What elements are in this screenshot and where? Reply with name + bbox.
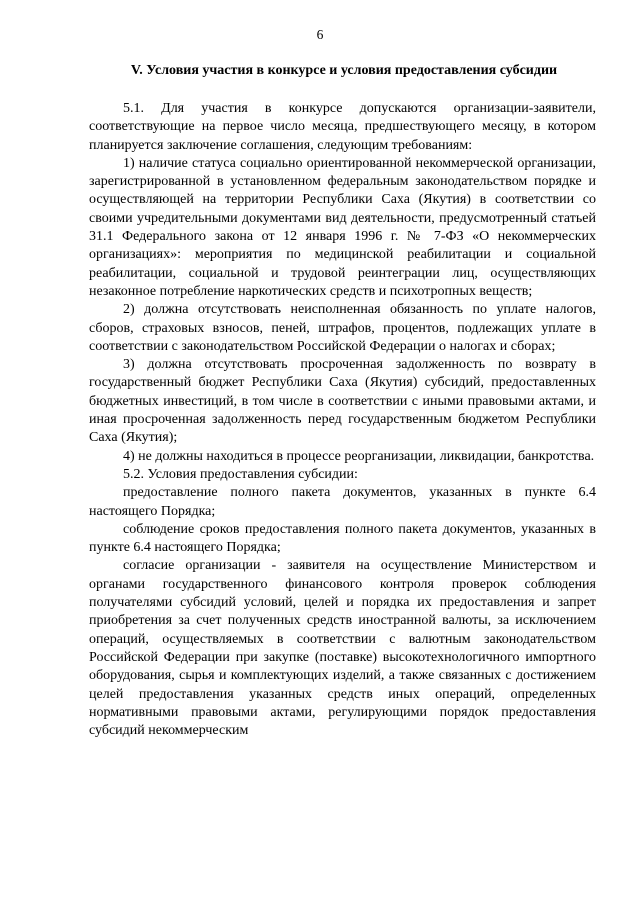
paragraph-requirement-1: 1) наличие статуса социально ориентированной некоммерческой организации, зарегистрированной в установленном федеральным законодательством порядке и осуществляющей на территории Республики Саха (Якутия) в соответствии со своими учредительными документами вид деятельности, предусмотренный статьей 31.1 Федерального закона от 12 января 1996 г. № 7-ФЗ «О некоммерческих организациях»: мероприятия по медицинской реабилитации и социальной реабилитации, социальной и трудовой реинтеграции лиц, осуществляющих незаконное потребление наркотических средств и психотропных веществ; — [89, 155, 596, 299]
paragraph-condition-deadlines: соблюдение сроков предоставления полного пакета документов, указанных в пункте 6.4 настоящего Порядка; — [89, 521, 596, 556]
page-number: 6 — [316, 27, 324, 42]
paragraph-requirement-3: 3) должна отсутствовать просроченная задолженность по возврату в государственный бюджет Республики Саха (Якутия) субсидий, предоставленных бюджетных инвестиций, в том числе в соответствии с иными правовыми актами, и иная просроченная задолженность перед государственным бюджетом Республики Саха (Якутия); — [89, 357, 596, 446]
paragraph-requirement-4: 4) не должны находиться в процессе реорганизации, ликвидации, банкротства. — [123, 448, 595, 464]
document-body — [89, 100, 596, 740]
paragraph-5-2: 5.2. Условия предоставления субсидии: — [123, 466, 358, 482]
paragraph-requirement-2: 2) должна отсутствовать неисполненная обязанность по уплате налогов, сборов, страховых взносов, пеней, штрафов, процентов, подлежащих уплате в соответствии с законодательством Российской Федерации о налогах и сборах; — [89, 302, 596, 354]
paragraph-condition-consent: согласие организации - заявителя на осуществление Министерством и органами государственного финансового контроля проверок соблюдения получателями субсидий условий, целей и порядка их предоставления и запрет приобретения за счет полученных средств иностранной валюты, за исключением операций, осуществляемых в соответствии с валютным законодательством Российской Федерации при закупке (поставке) высокотехнологичного импортного оборудования, сырья и комплектующих изделий, а также связанных с достижением целей предоставления указанных средств иных операций, определенных нормативными правовыми актами, регулирующими порядок предоставления субсидий некоммерческим — [89, 558, 596, 739]
paragraph-condition-documents: предоставление полного пакета документов, указанных в пункте 6.4 настоящего Порядка; — [89, 485, 596, 519]
section-heading: V. Условия участия в конкурсе и условия предоставления субсидии — [130, 63, 558, 78]
paragraph-5-1: 5.1. Для участия в конкурсе допускаются организации-заявители, соответствующие на первое число месяца, предшествующего месяцу, в котором планируется заключение соглашения, следующим требованиям: — [89, 101, 596, 153]
